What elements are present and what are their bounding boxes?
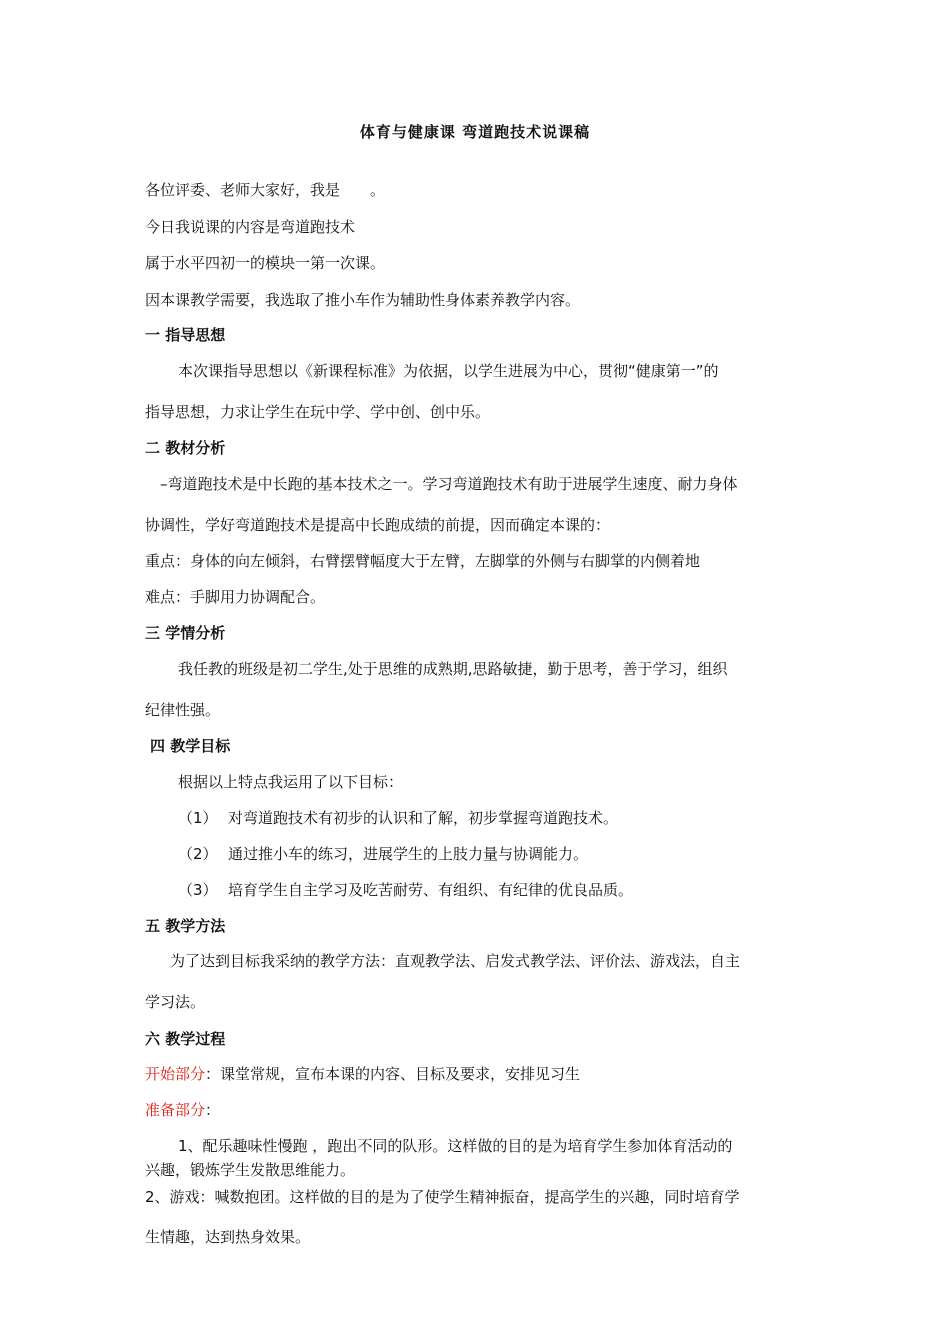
- goal-item: [178, 808, 618, 828]
- document-title: 体育与健康课 弯道跑技术说课稿: [359, 123, 591, 141]
- section-heading-1: 一 指导思想: [145, 326, 226, 344]
- goal-item: [178, 844, 588, 864]
- prep-part-label: 准备部分: [145, 1101, 206, 1119]
- s6-item-1-line-1: 1、配乐趣味性慢跑 ，跑出不同的队形。这样做的目的是为培育学生参加体育活动的: [178, 1137, 733, 1155]
- goal-item: [178, 880, 633, 900]
- s6-prep-part: [145, 1100, 220, 1120]
- section-heading-5: 五 教学方法: [145, 917, 226, 935]
- start-part-text: ：课堂常规，宣布本课的内容、目标及要求，安排见习生: [205, 1065, 581, 1083]
- start-part-label: 开始部分: [145, 1065, 206, 1083]
- s4-lead: 根据以上特点我运用了以下目标：: [178, 773, 404, 791]
- intro-content: 今日我说课的内容是弯道跑技术: [145, 218, 356, 236]
- s3-paragraph-line-2: 纪律性强。: [145, 701, 221, 719]
- prep-part-colon: ：: [205, 1101, 221, 1119]
- intro-level: 属于水平四初一的模块一第一次课。: [145, 254, 386, 272]
- s6-start-part: [145, 1064, 580, 1084]
- s6-item-2-line-1: 2、游戏：喊数抱团。这样做的目的是为了使学生精神振奋，提高学生的兴趣，同时培育学: [145, 1188, 740, 1206]
- s2-key-point: 重点：身体的向左倾斜，右臂摆臂幅度大于左臂，左脚掌的外侧与右脚掌的内侧着地: [145, 552, 701, 570]
- goal-number: （1）: [178, 809, 218, 827]
- goal-number: （3）: [178, 881, 218, 899]
- goal-number: （2）: [178, 845, 218, 863]
- s5-paragraph-line-1: 为了达到目标我采纳的教学方法：直观教学法、启发式教学法、评价法、游戏法，自主: [170, 952, 741, 970]
- s3-paragraph-line-1: 我任教的班级是初二学生,处于思维的成熟期,思路敏捷，勤于思考，善于学习，组织: [178, 660, 728, 678]
- goal-text: 通过推小车的练习，进展学生的上肢力量与协调能力。: [228, 845, 589, 863]
- section-heading-2: 二 教材分析: [145, 439, 226, 457]
- s2-difficulty: 难点：手脚用力协调配合。: [145, 588, 326, 606]
- goal-text: 对弯道跑技术有初步的认识和了解，初步掌握弯道跑技术。: [228, 809, 619, 827]
- intro-extra: 因本课教学需要，我选取了推小车作为辅助性身体素养教学内容。: [145, 291, 581, 309]
- s1-paragraph-line-2: 指导思想，力求让学生在玩中学、学中创、创中乐。: [145, 403, 491, 421]
- s6-item-1-line-2: 兴趣，锻炼学生发散思维能力。: [145, 1161, 356, 1179]
- s1-paragraph-line-1: 本次课指导思想以《新课程标准》为依据，以学生进展为中心，贯彻“健康第一”的: [178, 362, 719, 380]
- s6-item-2-line-2: 生情趣，达到热身效果。: [145, 1228, 311, 1246]
- section-heading-4: 四 教学目标: [150, 737, 231, 755]
- s2-paragraph-line-2: 协调性，学好弯道跑技术是提高中长跑成绩的前提，因而确定本课的：: [145, 516, 611, 534]
- section-heading-3: 三 学情分析: [145, 624, 226, 642]
- section-heading-6: 六 教学过程: [145, 1030, 226, 1048]
- goal-text: 培育学生自主学习及吃苦耐劳、有组织、有纪律的优良品质。: [228, 881, 634, 899]
- s5-paragraph-line-2: 学习法。: [145, 993, 206, 1011]
- s2-paragraph-line-1: –弯道跑技术是中长跑的基本技术之一。学习弯道跑技术有助于进展学生速度、耐力身体: [160, 475, 738, 493]
- intro-greeting: 各位评委、老师大家好，我是 。: [145, 181, 386, 199]
